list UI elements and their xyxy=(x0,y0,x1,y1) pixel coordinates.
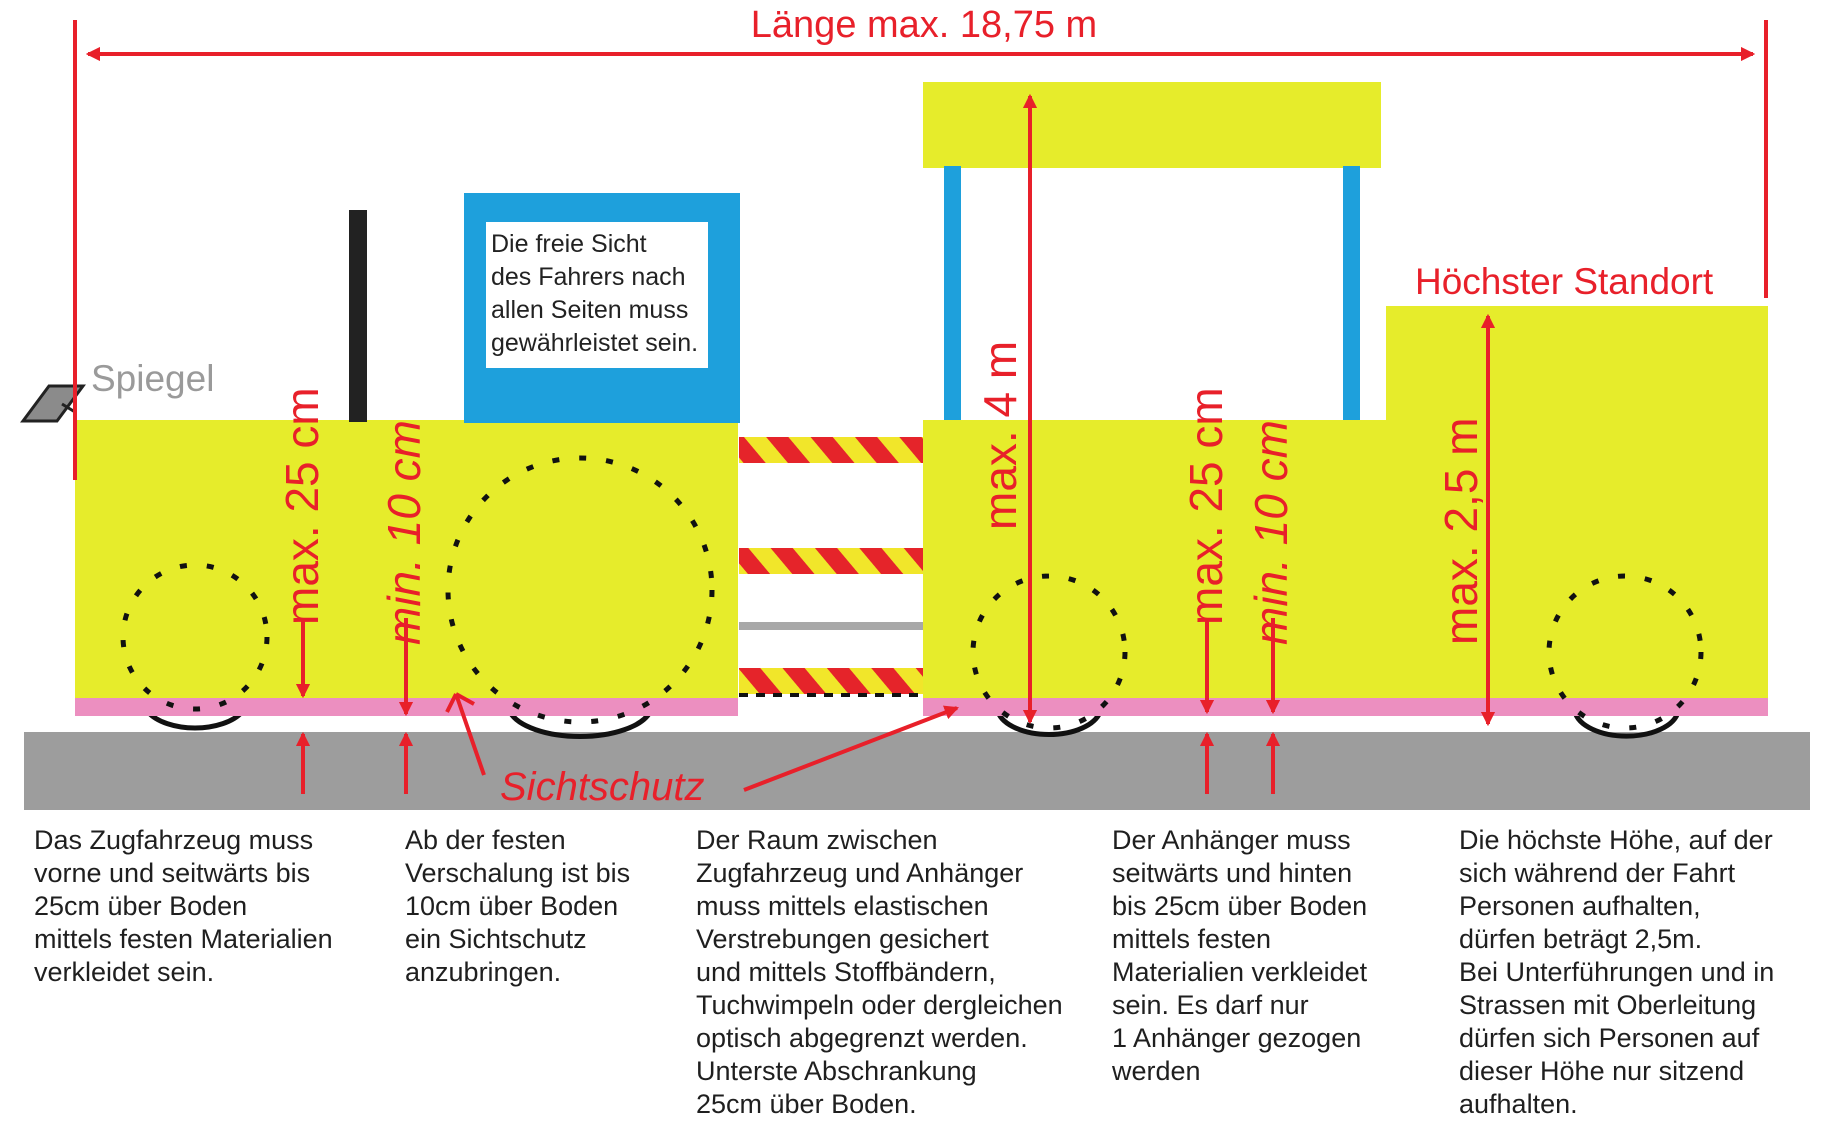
caption-line: Strassen mit Oberleitung xyxy=(1459,990,1757,1020)
windshield-note xyxy=(491,228,705,364)
caption-line: Verschalung ist bis xyxy=(405,858,631,888)
caption-line: Der Anhänger muss xyxy=(1112,825,1351,855)
note-line: Die freie Sicht xyxy=(491,230,647,258)
length-label: Länge max. 18,75 m xyxy=(750,4,1098,46)
caption-line: Unterste Abschrankung xyxy=(696,1056,977,1086)
caption-line: Verstrebungen gesichert xyxy=(696,924,989,954)
highest-position-label: Höchster Standort xyxy=(1415,261,1714,302)
caption-line: seitwärts und hinten xyxy=(1112,858,1353,888)
caption-highest-position xyxy=(1459,824,1774,1121)
caption-line: Das Zugfahrzeug muss xyxy=(34,825,314,855)
caption-line: muss mittels elastischen xyxy=(696,891,989,921)
max25-front-label: max. 25 cm xyxy=(276,387,328,625)
caption-line: Personen aufhalten, xyxy=(1459,891,1701,921)
caption-line: dieser Höhe nur sitzend xyxy=(1459,1056,1745,1086)
max4-label: max. 4 m xyxy=(974,340,1026,530)
trailer-post-right xyxy=(1343,166,1360,422)
caption-line: optisch abgegrenzt werden. xyxy=(696,1023,1028,1053)
caption-line: mittels festen xyxy=(1112,924,1272,954)
caption-line: vorne und seitwärts bis xyxy=(34,858,311,888)
max25m-label: max. 2,5 m xyxy=(1435,417,1487,645)
caption-line: Materialien verkleidet xyxy=(1112,957,1368,987)
max25-trailer-label: max. 25 cm xyxy=(1180,387,1232,625)
caption-line: sich während der Fahrt xyxy=(1459,858,1736,888)
caption-line: 25cm über Boden. xyxy=(696,1089,917,1119)
caption-line: anzubringen. xyxy=(405,957,562,987)
caption-line: 1 Anhänger gezogen xyxy=(1112,1023,1362,1053)
exhaust-pipe xyxy=(349,210,367,422)
caption-line: Zugfahrzeug und Anhänger xyxy=(696,858,1024,888)
note-line: gewährleistet sein. xyxy=(491,329,699,357)
mirror-label: Spiegel xyxy=(91,358,215,399)
coupling-barriers xyxy=(739,437,925,695)
caption-line: Der Raum zwischen xyxy=(696,825,938,855)
caption-coupling xyxy=(696,824,1063,1121)
caption-line: werden xyxy=(1112,1056,1201,1086)
caption-line: aufhalten. xyxy=(1459,1089,1578,1119)
trailer-raised-platform xyxy=(1386,306,1768,424)
trailer-sight-screen xyxy=(923,698,1768,716)
caption-line: bis 25cm über Boden xyxy=(1112,891,1368,921)
caption-line: sein. Es darf nur xyxy=(1112,990,1309,1020)
caption-line: und mittels Stoffbändern, xyxy=(696,957,996,987)
note-line: des Fahrers nach xyxy=(491,263,686,291)
caption-line: 25cm über Boden xyxy=(34,891,248,921)
caption-line: 10cm über Boden xyxy=(405,891,619,921)
caption-sight-screen xyxy=(405,824,630,989)
caption-line: Bei Unterführungen und in xyxy=(1459,957,1775,987)
caption-line: Die höchste Höhe, auf der xyxy=(1459,825,1773,855)
note-line: allen Seiten muss xyxy=(491,296,689,324)
caption-line: mittels festen Materialien xyxy=(34,924,333,954)
min10-front-label: min. 10 cm xyxy=(378,420,430,645)
caption-line: Ab der festen xyxy=(405,825,566,855)
caption-line: verkleidet sein. xyxy=(34,957,215,987)
caption-line: Tuchwimpeln oder dergleichen xyxy=(696,990,1063,1020)
sight-screen-label: Sichtschutz xyxy=(500,765,705,809)
caption-line: dürfen sich Personen auf xyxy=(1459,1023,1760,1053)
trailer-post-left xyxy=(944,166,961,422)
caption-line: dürfen beträgt 2,5m. xyxy=(1459,924,1703,954)
trailer-body xyxy=(923,420,1768,700)
min10-trailer-label: min. 10 cm xyxy=(1245,420,1297,645)
caption-line: ein Sichtschutz xyxy=(405,924,587,954)
ground xyxy=(24,732,1810,810)
trailer-roof xyxy=(923,82,1381,168)
caption-trailer xyxy=(1112,824,1367,1088)
caption-tractor xyxy=(34,824,333,989)
